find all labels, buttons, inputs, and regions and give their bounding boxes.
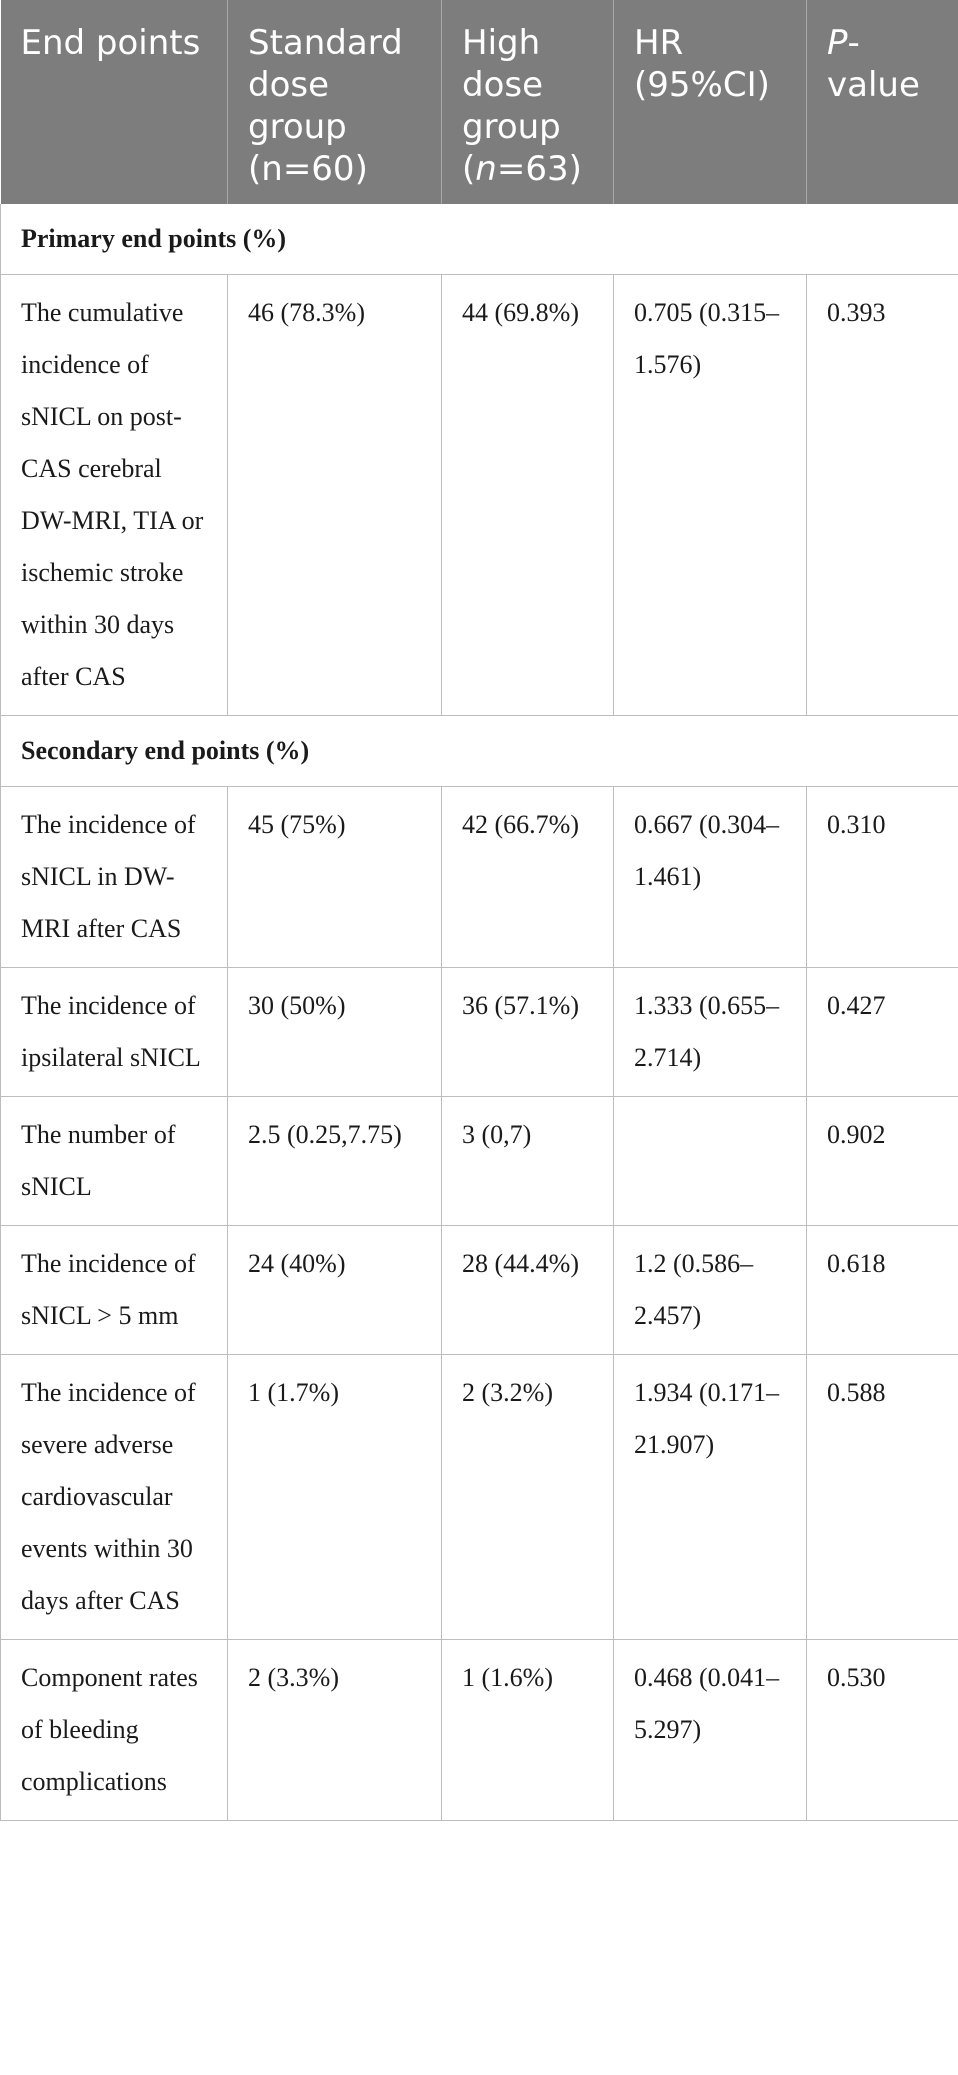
section-row-secondary: [1, 716, 958, 787]
table-row: [1, 787, 958, 968]
section-title: Primary end points (%): [1, 204, 958, 275]
section-title: Secondary end points (%): [1, 716, 958, 787]
table-row: [1, 1097, 958, 1226]
cell-high: 36 (57.1%): [442, 968, 614, 1097]
cell-standard: 24 (40%): [228, 1226, 442, 1355]
cell-high: 44 (69.8%): [442, 275, 614, 716]
header-row: [1, 0, 958, 204]
cell-endpoint: The incidence of ipsilateral sNICL: [1, 968, 228, 1097]
cell-standard: 2.5 (0.25,7.75): [228, 1097, 442, 1226]
cell-endpoint: The incidence of sNICL in DW-MRI after CAS: [1, 787, 228, 968]
cell-high: 1 (1.6%): [442, 1640, 614, 1821]
table-header: [1, 0, 958, 204]
header-p-value: P-value: [807, 0, 958, 204]
cell-hr: 0.667 (0.304–1.461): [614, 787, 807, 968]
cell-endpoint: The number of sNICL: [1, 1097, 228, 1226]
cell-p: 0.530: [807, 1640, 958, 1821]
cell-p: 0.902: [807, 1097, 958, 1226]
table-row: [1, 1640, 958, 1821]
cell-hr: 1.333 (0.655–2.714): [614, 968, 807, 1097]
cell-hr: 0.468 (0.041–5.297): [614, 1640, 807, 1821]
cell-hr: 1.934 (0.171–21.907): [614, 1355, 807, 1640]
table-row: [1, 1226, 958, 1355]
cell-high: 3 (0,7): [442, 1097, 614, 1226]
section-row-primary: [1, 204, 958, 275]
cell-hr: 0.705 (0.315–1.576): [614, 275, 807, 716]
cell-standard: 1 (1.7%): [228, 1355, 442, 1640]
header-standard-dose: Standard dose group (n=60): [228, 0, 442, 204]
cell-high: 28 (44.4%): [442, 1226, 614, 1355]
cell-p: 0.618: [807, 1226, 958, 1355]
cell-endpoint: The incidence of severe adverse cardiovascular events within 30 days after CAS: [1, 1355, 228, 1640]
cell-standard: 2 (3.3%): [228, 1640, 442, 1821]
cell-endpoint: The incidence of sNICL > 5 mm: [1, 1226, 228, 1355]
cell-hr: [614, 1097, 807, 1226]
cell-standard: 45 (75%): [228, 787, 442, 968]
cell-high: 42 (66.7%): [442, 787, 614, 968]
cell-endpoint: Component rates of bleeding complications: [1, 1640, 228, 1821]
cell-endpoint: The cumulative incidence of sNICL on post-CAS cerebral DW-MRI, TIA or ischemic stroke within 30 days after CAS: [1, 275, 228, 716]
cell-p: 0.427: [807, 968, 958, 1097]
table-row: [1, 1355, 958, 1640]
table-row: [1, 968, 958, 1097]
header-high-dose: High dose group (n=63): [442, 0, 614, 204]
cell-standard: 46 (78.3%): [228, 275, 442, 716]
cell-p: 0.588: [807, 1355, 958, 1640]
cell-hr: 1.2 (0.586–2.457): [614, 1226, 807, 1355]
header-end-points: End points: [1, 0, 228, 204]
table-row: [1, 275, 958, 716]
header-hr: HR (95%CI): [614, 0, 807, 204]
cell-p: 0.310: [807, 787, 958, 968]
cell-p: 0.393: [807, 275, 958, 716]
cell-high: 2 (3.2%): [442, 1355, 614, 1640]
cell-standard: 30 (50%): [228, 968, 442, 1097]
